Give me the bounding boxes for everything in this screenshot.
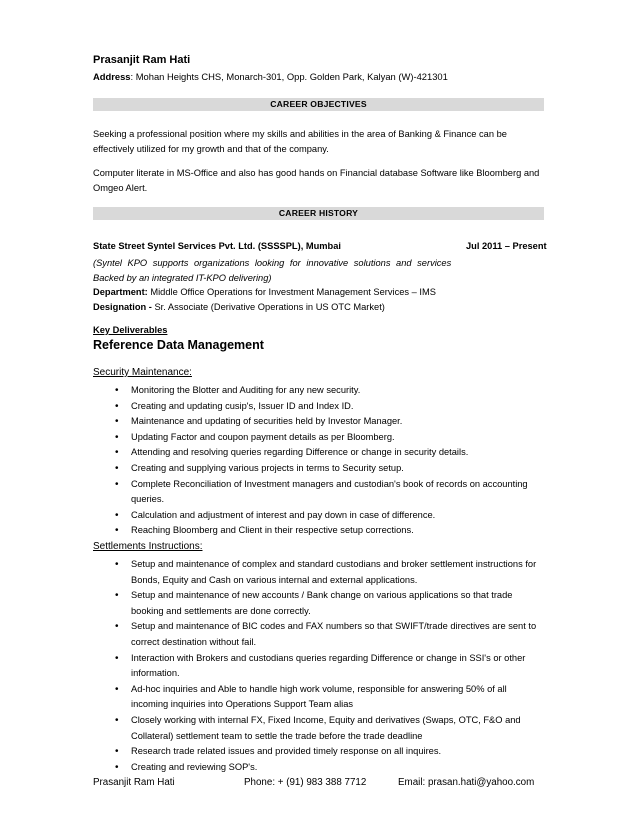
department-value: Middle Office Operations for Investment Management Services – IMS xyxy=(147,287,436,297)
list-item xyxy=(93,508,545,524)
address-label: Address xyxy=(93,71,131,82)
bullet-icon: • xyxy=(115,761,119,773)
bullet-icon: • xyxy=(115,416,119,428)
list-item-text: Monitoring the Blotter and Auditing for any new security. xyxy=(131,385,361,395)
list-item xyxy=(93,383,545,399)
list-item xyxy=(93,461,545,477)
employment-dates: Jul 2011 – Present xyxy=(466,241,547,251)
company-description-2: Backed by an integrated IT-KPO delivering) xyxy=(93,273,272,283)
objective-paragraph-1: Seeking a professional position where my skills and abilities in the area of Banking & Finance can be effectively utilized for my growth and that of the company. xyxy=(93,129,507,154)
bullet-icon: • xyxy=(115,746,119,758)
bullet-icon: • xyxy=(115,525,119,537)
reference-data-heading: Reference Data Management xyxy=(93,338,264,352)
department-label: Department: xyxy=(93,287,148,297)
list-item xyxy=(93,713,545,744)
career-history-heading: CAREER HISTORY xyxy=(93,207,544,220)
list-item xyxy=(93,588,545,619)
list-item-text: Creating and updating cusip's, Issuer ID and Index ID. xyxy=(131,400,354,411)
list-item xyxy=(93,523,545,539)
bullet-icon: • xyxy=(115,447,119,459)
list-item-text: Creating and supplying various projects in terms to Security setup. xyxy=(131,462,404,473)
list-item xyxy=(93,430,545,446)
list-item xyxy=(93,651,545,682)
list-item xyxy=(93,619,545,650)
address-value: : Mohan Heights CHS, Monarch-301, Opp. Golden Park, Kalyan (W)-421301 xyxy=(130,71,448,82)
list-item-text: Reaching Bloomberg and Client in their respective setup corrections. xyxy=(131,525,414,536)
designation-label: Designation - xyxy=(93,302,152,312)
list-item-text: Setup and maintenance of complex and standard custodians and broker settlement instructions for Bonds, Equity and Cash on various internal and external applications. xyxy=(131,559,537,585)
list-item-text: Updating Factor and coupon payment details as per Bloomberg. xyxy=(131,431,395,442)
company-name: State Street Syntel Services Pvt. Ltd. (SSSSPL), Mumbai xyxy=(93,241,341,251)
list-item-text: Research trade related issues and provided timely response on all inquires. xyxy=(131,746,442,757)
career-objectives-heading: CAREER OBJECTIVES xyxy=(93,98,544,111)
bullet-icon: • xyxy=(115,683,119,695)
footer-email: Email: prasan.hati@yahoo.com xyxy=(398,777,535,788)
settlements-instructions-list xyxy=(93,557,545,775)
list-item-text: Ad-hoc inquiries and Able to handle high work volume, responsible for answering 50% of all incoming inquiries into Operations Support Team alias xyxy=(131,683,507,710)
list-item xyxy=(93,399,545,415)
address-line xyxy=(93,71,448,82)
list-item-text: Setup and maintenance of BIC codes and FAX numbers so that SWIFT/trade directives are sent to correct destination without fail. xyxy=(131,621,537,647)
department-line xyxy=(93,287,544,297)
footer-name: Prasanjit Ram Hati xyxy=(93,777,175,788)
security-maintenance-heading: Security Maintenance: xyxy=(93,367,192,378)
list-item xyxy=(93,682,545,713)
list-item-text: Complete Reconciliation of Investment managers and custodian's book of records on accounting queries. xyxy=(131,478,528,505)
bullet-icon: • xyxy=(115,431,119,443)
candidate-name: Prasanjit Ram Hati xyxy=(93,54,191,66)
bullet-icon: • xyxy=(115,559,119,570)
bullet-icon: • xyxy=(115,652,119,664)
list-item-text: Setup and maintenance of new accounts / Bank change on various applications so that trade booking and settlements are done correctly. xyxy=(131,590,513,616)
list-item xyxy=(93,477,545,508)
list-item xyxy=(93,445,545,461)
list-item-text: Attending and resolving queries regarding Difference or change in security details. xyxy=(131,447,469,458)
bullet-icon: • xyxy=(115,478,119,490)
bullet-icon: • xyxy=(115,462,119,474)
bullet-icon: • xyxy=(115,590,119,602)
list-item-text: Creating and reviewing SOP's. xyxy=(131,761,258,772)
list-item-text: Calculation and adjustment of interest and pay down in case of difference. xyxy=(131,509,436,520)
list-item xyxy=(93,557,545,588)
designation-line xyxy=(93,302,544,312)
security-maintenance-list xyxy=(93,383,545,539)
list-item xyxy=(93,760,545,776)
company-description-1: (Syntel KPO supports organizations looking for innovative solutions and services xyxy=(93,258,452,268)
settlements-instructions-heading: Settlements Instructions: xyxy=(93,541,203,552)
bullet-icon: • xyxy=(115,385,119,396)
designation-value: Sr. Associate (Derivative Operations in US OTC Market) xyxy=(151,302,385,312)
objective-paragraph-2: Computer literate in MS-Office and also has good hands on Financial database Software like Bloomberg and Omgeo Alert. xyxy=(93,168,540,193)
list-item-text: Interaction with Brokers and custodians queries regarding Difference or change in SSI's or other information. xyxy=(131,652,526,679)
bullet-icon: • xyxy=(115,714,119,726)
list-item xyxy=(93,414,545,430)
list-item-text: Closely working with internal FX, Fixed Income, Equity and derivatives (Swaps, OTC, F&O and Collateral) settlement team to settle the trade before the trade deadline xyxy=(131,714,521,741)
bullet-icon: • xyxy=(115,621,119,633)
list-item-text: Maintenance and updating of securities held by Investor Manager. xyxy=(131,416,403,427)
list-item xyxy=(93,744,545,760)
footer-phone: Phone: + (91) 983 388 7712 xyxy=(244,777,367,788)
bullet-icon: • xyxy=(115,509,119,521)
bullet-icon: • xyxy=(115,400,119,412)
key-deliverables-heading: Key Deliverables xyxy=(93,325,168,335)
